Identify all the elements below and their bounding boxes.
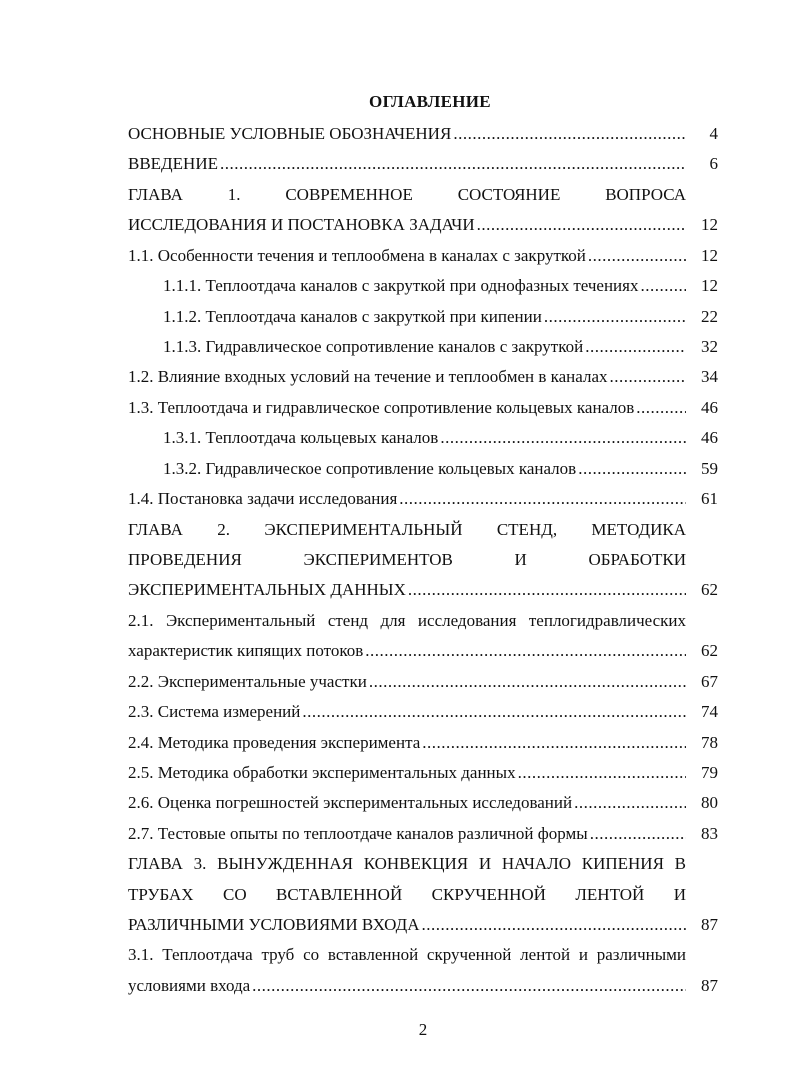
dot-leader — [422, 910, 687, 940]
toc-entry-title: 1.3.1. Теплоотдача кольцевых каналов — [163, 428, 439, 448]
dot-leader — [252, 971, 686, 1001]
toc-entry-title: характеристик кипящих потоков — [128, 641, 364, 661]
toc-entry-line: 2.1. Экспериментальный стенд для исследования теплогидравлических — [128, 610, 686, 630]
toc-entry-line: ГЛАВА 2. ЭКСПЕРИМЕНТАЛЬНЫЙ СТЕНД, МЕТОДИКА — [128, 519, 686, 539]
toc-entry[interactable] — [128, 758, 718, 788]
toc-entry[interactable] — [128, 849, 718, 940]
toc-entry-row — [128, 788, 718, 818]
toc-entry[interactable] — [128, 515, 718, 606]
toc-entry[interactable] — [128, 788, 718, 818]
table-of-contents — [128, 119, 718, 1001]
toc-entry-row — [128, 910, 718, 940]
toc-entry-page: 59 — [701, 458, 718, 478]
dot-leader — [574, 788, 686, 818]
toc-entry[interactable] — [128, 697, 718, 727]
toc-entry-title: 2.7. Тестовые опыты по теплоотдаче каналов различной формы — [128, 823, 588, 843]
toc-entry-row — [128, 971, 718, 1001]
toc-entry-title: ИССЛЕДОВАНИЯ И ПОСТАНОВКА ЗАДАЧИ — [128, 215, 475, 235]
dot-leader — [369, 667, 686, 697]
toc-entry-line: ГЛАВА 3. ВЫНУЖДЕННАЯ КОНВЕКЦИЯ И НАЧАЛО КИПЕНИЯ В — [128, 854, 686, 874]
toc-entry[interactable] — [128, 119, 718, 149]
toc-entry[interactable] — [128, 606, 718, 667]
toc-entry-title: ВВЕДЕНИЕ — [128, 154, 218, 174]
toc-entry-title: 1.1. Особенности течения и теплообмена в каналах с закруткой — [128, 245, 586, 265]
toc-entry-title: 1.1.1. Теплоотдача каналов с закруткой при однофазных течениях — [163, 276, 639, 296]
toc-entry-title: 2.3. Система измерений — [128, 702, 301, 722]
toc-entry-row — [128, 119, 718, 149]
toc-entry-title: ЭКСПЕРИМЕНТАЛЬНЫХ ДАННЫХ — [128, 580, 406, 600]
toc-entry-page: 32 — [701, 336, 718, 356]
dot-leader — [640, 271, 686, 301]
toc-entry-page: 34 — [701, 367, 718, 387]
dot-leader — [422, 728, 686, 758]
dot-leader — [636, 393, 686, 423]
toc-entry-title: 1.3.2. Гидравлическое сопротивление кольцевых каналов — [163, 458, 577, 478]
toc-entry-title: 1.1.3. Гидравлическое сопротивление каналов с закруткой — [163, 336, 584, 356]
toc-entry-row — [128, 362, 718, 392]
toc-title: ОГЛАВЛЕНИЕ — [369, 92, 491, 111]
dot-leader — [399, 484, 686, 514]
toc-entry-row — [128, 819, 718, 849]
toc-entry-page: 22 — [701, 306, 718, 326]
toc-entry-title: 2.5. Методика обработки экспериментальных данных — [128, 762, 516, 782]
toc-entry[interactable] — [128, 819, 718, 849]
toc-entry-page: 62 — [701, 580, 718, 600]
dot-leader — [408, 575, 686, 605]
toc-entry-page: 87 — [701, 915, 718, 935]
toc-entry-page: 78 — [701, 732, 718, 752]
toc-entry-row — [128, 758, 718, 788]
toc-entry-row — [128, 271, 718, 301]
toc-entry-page: 62 — [701, 641, 718, 661]
toc-entry-page: 46 — [701, 397, 718, 417]
toc-entry-title: ОСНОВНЫЕ УСЛОВНЫЕ ОБОЗНАЧЕНИЯ — [128, 124, 452, 143]
dot-leader — [590, 819, 686, 849]
toc-entry-line: ПРОВЕДЕНИЯ ЭКСПЕРИМЕНТОВ И ОБРАБОТКИ — [128, 549, 686, 569]
toc-entry[interactable] — [128, 302, 718, 332]
toc-entry-row — [128, 636, 718, 666]
toc-entry-title: условиями входа — [128, 975, 251, 995]
toc-entry-row — [128, 454, 718, 484]
toc-entry-line: ТРУБАХ СО ВСТАВЛЕННОЙ СКРУЧЕННОЙ ЛЕНТОЙ И — [128, 884, 686, 904]
toc-entry[interactable] — [128, 362, 718, 392]
toc-entry[interactable] — [128, 241, 718, 271]
toc-entry[interactable] — [128, 180, 718, 241]
toc-entry-row — [128, 423, 718, 453]
toc-entry-row — [128, 332, 718, 362]
toc-entry-page: 12 — [701, 245, 718, 265]
toc-entry-title: 1.3. Теплоотдача и гидравлическое сопротивление кольцевых каналов — [128, 397, 635, 417]
toc-entry-page: 67 — [701, 671, 718, 691]
toc-entry[interactable] — [128, 484, 718, 514]
toc-entry-title: 2.6. Оценка погрешностей экспериментальных исследований — [128, 793, 573, 813]
toc-entry-row — [128, 210, 718, 240]
toc-entry-row — [128, 241, 718, 271]
toc-entry-line: 3.1. Теплоотдача труб со вставленной скрученной лентой и различными — [128, 945, 686, 965]
dot-leader — [302, 697, 686, 727]
toc-entry[interactable] — [128, 423, 718, 453]
toc-entry-title: 2.4. Методика проведения эксперимента — [128, 732, 421, 752]
toc-entry[interactable] — [128, 728, 718, 758]
toc-entry-row — [128, 484, 718, 514]
dot-leader — [453, 119, 686, 149]
toc-entry[interactable] — [128, 393, 718, 423]
toc-entry-page: 61 — [701, 489, 718, 509]
toc-entry[interactable] — [128, 149, 718, 179]
toc-entry-page: 87 — [701, 975, 718, 995]
toc-entry-title: РАЗЛИЧНЫМИ УСЛОВИЯМИ ВХОДА — [128, 915, 420, 935]
toc-entry-title: 1.1.2. Теплоотдача каналов с закруткой при кипении — [163, 306, 542, 326]
toc-entry-row — [128, 728, 718, 758]
dot-leader — [544, 302, 686, 332]
toc-entry[interactable] — [128, 332, 718, 362]
dot-leader — [440, 423, 686, 453]
toc-entry-page: 46 — [701, 428, 718, 448]
dot-leader — [365, 636, 686, 666]
page-number: 2 — [418, 1020, 428, 1039]
dot-leader — [220, 149, 686, 179]
dot-leader — [518, 758, 686, 788]
toc-entry-row — [128, 697, 718, 727]
dot-leader — [585, 332, 686, 362]
toc-entry[interactable] — [128, 940, 718, 1001]
toc-entry-title: 1.2. Влияние входных условий на течение и теплообмен в каналах — [128, 367, 608, 387]
toc-entry-row — [128, 575, 718, 605]
dot-leader — [610, 362, 686, 392]
toc-entry-title: 2.2. Экспериментальные участки — [128, 671, 367, 691]
toc-entry-page: 74 — [701, 702, 718, 722]
toc-entry-row — [128, 393, 718, 423]
dot-leader — [588, 241, 686, 271]
toc-entry-page: 12 — [701, 215, 718, 235]
dot-leader — [477, 210, 686, 240]
toc-entry-page: 79 — [701, 762, 718, 782]
toc-entry-page: 4 — [709, 124, 718, 143]
toc-entry[interactable] — [128, 667, 718, 697]
toc-entry-row — [128, 149, 718, 179]
toc-entry[interactable] — [128, 454, 718, 484]
toc-entry-row — [128, 302, 718, 332]
toc-entry-page: 6 — [709, 154, 718, 174]
toc-entry-page: 12 — [701, 276, 718, 296]
toc-entry-page: 80 — [701, 793, 718, 813]
toc-entry-line: ГЛАВА 1. СОВРЕМЕННОЕ СОСТОЯНИЕ ВОПРОСА — [128, 184, 686, 204]
toc-entry-row — [128, 667, 718, 697]
toc-entry-page: 83 — [701, 823, 718, 843]
dot-leader — [578, 454, 686, 484]
toc-entry[interactable] — [128, 271, 718, 301]
toc-entry-title: 1.4. Постановка задачи исследования — [128, 489, 398, 509]
